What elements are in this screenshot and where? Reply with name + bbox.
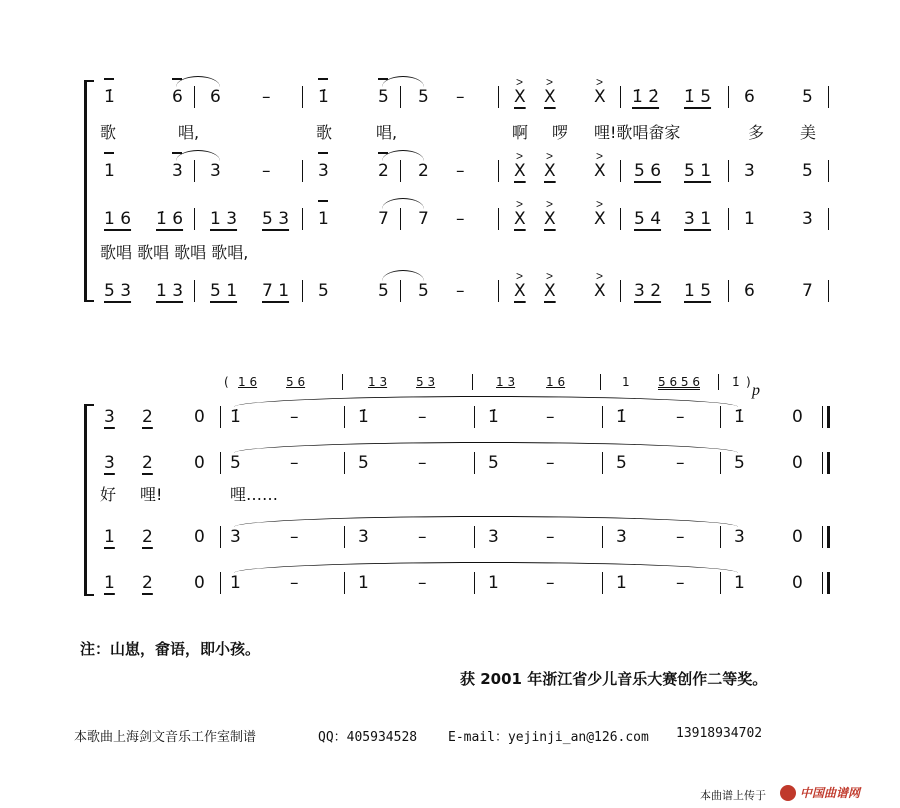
system-1-staff-4: 5 3 1 3 5 1 7 1 5 5 5 – X X X 3 2 1 5 6 7 xyxy=(0,276,900,306)
annotation-note: 注：山崽，畲语，即小孩。 xyxy=(80,640,261,658)
system-1-brace xyxy=(84,80,87,302)
system-1-lyric-1: 歌 唱, 歌 唱, 啊 啰 哩!歌唱畲家 多 美 xyxy=(100,123,817,142)
email-text: E-mail：yejinji_an@126.com xyxy=(448,730,649,745)
dynamic-marking: p xyxy=(752,382,760,399)
site-logo-icon xyxy=(780,785,796,801)
system-2-staff-2: 3 2 0 5 – 5 – 5 – 5 – 5 0 xyxy=(0,448,900,478)
upload-text: 本曲谱上传于 xyxy=(700,789,766,802)
system-2-lyric: 好 哩! 哩…… xyxy=(100,485,279,504)
credit-text: 本歌曲上海剑文音乐工作室制谱 xyxy=(74,730,257,745)
award-note: 获 2001 年浙江省少儿音乐大赛创作二等奖。 xyxy=(460,670,768,688)
system-2-staff-3: 1 2 0 3 – 3 – 3 – 3 – 3 0 xyxy=(0,522,900,552)
system-1-staff-1: 1̇ 6 6 – 1̇ 5 5 – X X X 1̇ 2̇ 1̇ 5 6 5 xyxy=(0,82,900,112)
system-1-lyric-3: 歌唱 歌唱 歌唱 歌唱, xyxy=(100,243,249,262)
qq-text: QQ：405934528 xyxy=(318,730,418,745)
site-logo[interactable]: 中国曲谱网 xyxy=(800,786,861,800)
system-2-staff-4: 1 2 0 1 – 1 – 1 – 1 – 1 0 xyxy=(0,568,900,598)
system-1-staff-2: 1 3 3 – 3 2 2 – X X X 5 6 5 1 3 5 xyxy=(0,156,900,186)
system-1-staff-3: 1 6 1̇ 6 1 3 5 3 1 7 7 – X X X 5 4 3 1 1 3 xyxy=(0,204,900,234)
score-page: 1̇ 6 6 – 1̇ 5 5 – X X X 1̇ 2̇ 1̇ 5 6 5 > > > 歌 唱, 歌 唱, 啊 啰 哩!歌唱畲家 多 美 1 3 3 – 3 2 2 – X X X 5 6 5 1 3 5 > > > 1 6 1̇ 6 1 3 5 3 1 7 7 – X X X 5 4 3 1 1 3 > > > 歌唱 歌唱 歌唱 歌唱, 5 3 1 3 5 1 7 1 5 5 5 – X X X 3 2 1 5 6 7 > > > ( 1 6 5 6 1 3 5 3 1 3 1 6 1 5 6 5 6 1̇ ) p 3 2 0 1̇ – 1̇ – 1̇ – 1̇ – 1̇ 0 3 2 0 5 – 5 – 5 – 5 – 5 0 好 哩! 哩…… 1 2 0 3 – 3 – 3 – 3 – 3 0 1 2 0 1 – 1 – 1 – 1 – 1 0 注：山崽，畲语，即小孩。 获 2001 年浙江省少儿音乐大赛创作二等奖。 本歌曲上海剑文音乐工作室制谱 QQ：405934528 E-mail：yejinji_an@126.com 13918934702 本曲谱上传于 中国曲谱网 xyxy=(0,0,900,808)
system-2-staff-1: 3 2 0 1̇ – 1̇ – 1̇ – 1̇ – 1̇ 0 xyxy=(0,402,900,432)
phone-text: 13918934702 xyxy=(676,726,763,741)
